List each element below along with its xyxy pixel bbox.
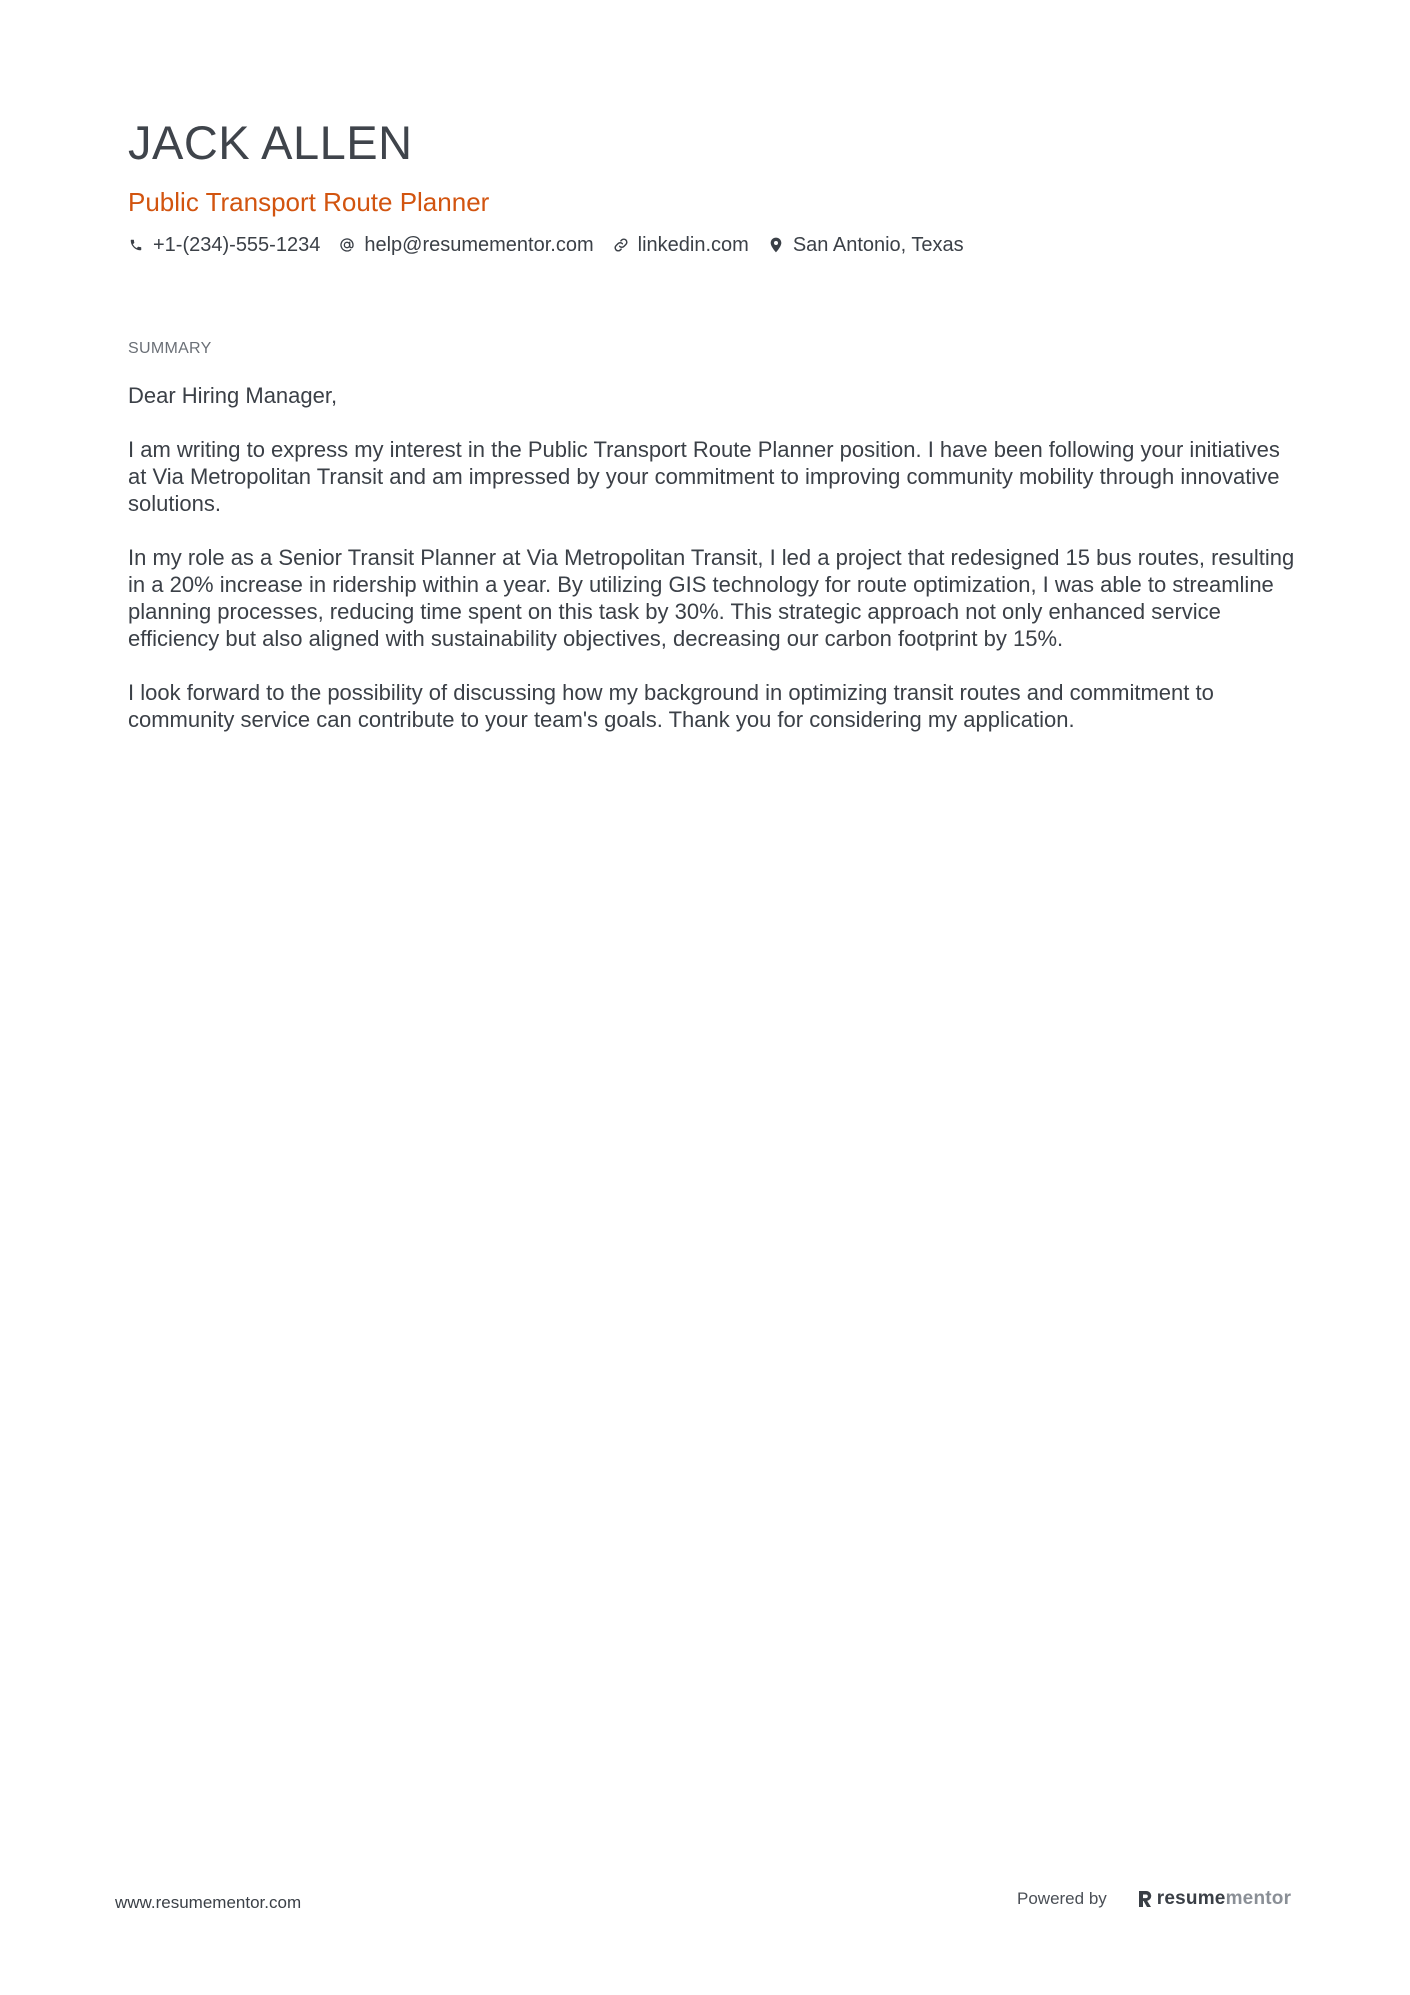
summary-heading: SUMMARY: [128, 340, 212, 357]
powered-by-label: Powered by: [1017, 1889, 1107, 1908]
location-text: San Antonio, Texas: [792, 234, 964, 256]
contact-list: [128, 232, 1288, 258]
contact-email[interactable]: [339, 232, 593, 258]
candidate-name: JACK ALLEN: [128, 116, 413, 169]
contact-website[interactable]: [613, 232, 749, 258]
phone-text: +1-(234)-555-1234: [153, 234, 321, 256]
letter-body: [128, 382, 1298, 760]
brand-wordmark: [1157, 1888, 1291, 1910]
footer-branding: [1017, 1888, 1291, 1910]
at-icon: [339, 237, 355, 253]
link-icon: [613, 237, 629, 253]
brand-word-resume: resume: [1156, 1888, 1226, 1909]
email-text: help@resumementor.com: [364, 234, 594, 256]
letter-paragraph: I am writing to express my interest in the Public Transport Route Planner position. I have been following your initiatives at Via Metropolitan Transit and am impressed by your commitment to improving community mobility through innovative solutions.: [128, 437, 1280, 516]
contact-location: [768, 232, 964, 258]
letter-paragraph: I look forward to the possibility of discussing how my background in optimizing transit routes and commitment to community service can contribute to your team's goals. Thank you for considering my application.: [128, 680, 1214, 732]
phone-icon: [128, 237, 144, 253]
contact-phone: [128, 232, 320, 258]
job-title: Public Transport Route Planner: [128, 187, 490, 217]
letter-greeting: Dear Hiring Manager,: [128, 383, 338, 408]
map-pin-icon: [768, 237, 784, 253]
footer-website[interactable]: www.resumementor.com: [115, 1893, 302, 1912]
brand-word-mentor: mentor: [1225, 1888, 1292, 1909]
resumementor-logo-icon: [1137, 1889, 1153, 1909]
header: [128, 112, 1288, 258]
website-text: linkedin.com: [637, 234, 749, 256]
brand-logo[interactable]: [1137, 1888, 1291, 1910]
letter-paragraph: In my role as a Senior Transit Planner at Via Metropolitan Transit, I led a project that redesigned 15 bus routes, resulting in a 20% increase in ridership within a year. By utilizing GIS technology for route optimization, I was able to streamline planning processes, reducing time spent on this task by 30%. This strategic approach not only enhanced service efficiency but also aligned with sustainability objectives, decreasing our carbon footprint by 15%.: [128, 545, 1295, 651]
